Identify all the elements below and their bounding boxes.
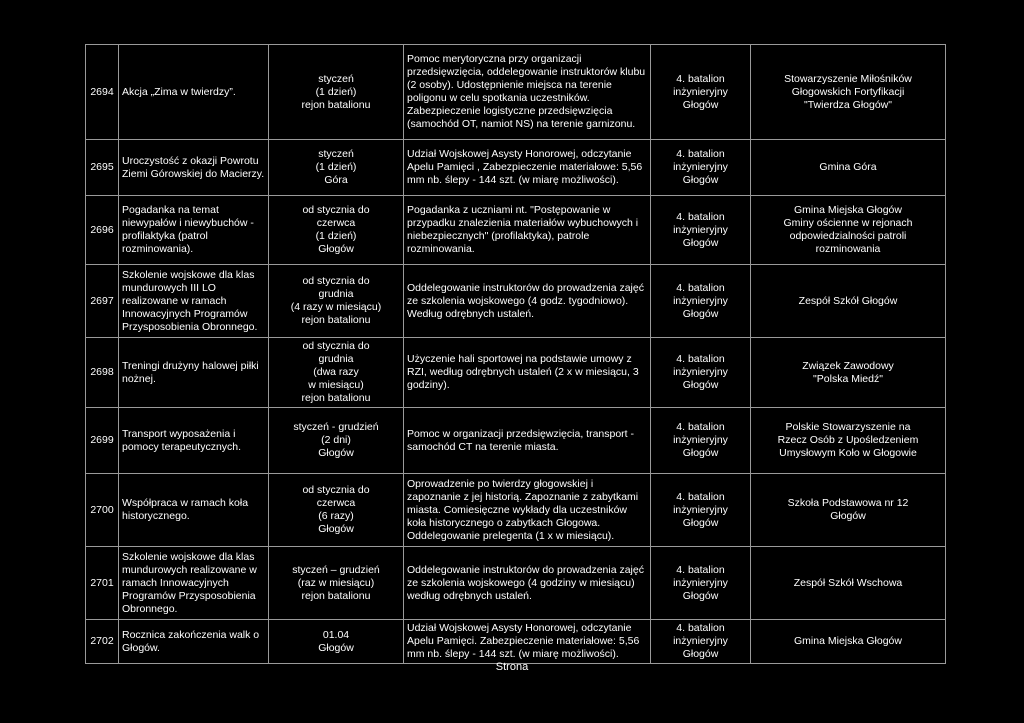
row-number-cell: 2698 xyxy=(86,338,119,408)
table-row xyxy=(86,45,946,140)
organizer-cell: Szkoła Podstawowa nr 12 Głogów xyxy=(751,474,946,547)
event-name-cell: Szkolenie wojskowe dla klas mundurowych III LO realizowane w ramach Innowacyjnych Programów Przysposobienia Obronnego. xyxy=(119,265,269,338)
support-scope-cell: Pomoc merytoryczna przy organizacji przedsięwzięcia, oddelegowanie instruktorów klubu (2 osoby). Udostępnienie miejsca na terenie poligonu w celu spotkania uczestników. Zabezpieczenie logistyczne przedsięwzięcia (samochód OT, namiot NS) na terenie garnizonu. xyxy=(404,45,651,140)
organizer-cell: Stowarzyszenie Miłośników Głogowskich Fortyfikacji "Twierdza Głogów" xyxy=(751,45,946,140)
row-number-cell: 2702 xyxy=(86,620,119,664)
event-name-cell: Treningi drużyny halowej piłki nożnej. xyxy=(119,338,269,408)
event-name-cell: Transport wyposażenia i pomocy terapeutycznych. xyxy=(119,408,269,474)
event-name-cell: Pogadanka na temat niewypałów i niewybuchów - profilaktyka (patrol rozminowania). xyxy=(119,196,269,265)
event-time-place-cell: styczeń (1 dzień) Góra xyxy=(269,140,404,196)
support-scope-cell: Użyczenie hali sportowej na podstawie umowy z RZI, według odrębnych ustaleń (2 x w miesiącu, 3 godziny). xyxy=(404,338,651,408)
table-row xyxy=(86,338,946,408)
support-scope-cell: Oddelegowanie instruktorów do prowadzenia zajęć ze szkolenia wojskowego (4 godz. tygodniowo). Według odrębnych ustaleń. xyxy=(404,265,651,338)
event-time-place-cell: od stycznia do czerwca (1 dzień) Głogów xyxy=(269,196,404,265)
activity-table xyxy=(85,44,946,664)
row-number-cell: 2700 xyxy=(86,474,119,547)
support-scope-cell: Udział Wojskowej Asysty Honorowej, odczytanie Apelu Pamięci. Zabezpieczenie materiałowe: 5,56 mm nb. ślepy - 144 szt. (w miarę możliwości). xyxy=(404,620,651,664)
table-row xyxy=(86,140,946,196)
event-time-place-cell: styczeń (1 dzień) rejon batalionu xyxy=(269,45,404,140)
table-row xyxy=(86,547,946,620)
event-name-cell: Uroczystość z okazji Powrotu Ziemi Górowskiej do Macierzy. xyxy=(119,140,269,196)
event-name-cell: Rocznica zakończenia walk o Głogów. xyxy=(119,620,269,664)
row-number-cell: 2699 xyxy=(86,408,119,474)
page-footer: Strona xyxy=(495,661,529,673)
row-number-cell: 2701 xyxy=(86,547,119,620)
support-scope-cell: Pogadanka z uczniami nt. "Postępowanie w przypadku znalezienia materiałów wybuchowych i niebezpiecznych" (profilaktyka), patrole rozminowania. xyxy=(404,196,651,265)
executing-unit-cell: 4. batalion inżynieryjny Głogów xyxy=(651,620,751,664)
event-time-place-cell: 01.04 Głogów xyxy=(269,620,404,664)
organizer-cell: Zespół Szkół Głogów xyxy=(751,265,946,338)
event-time-place-cell: od stycznia do grudnia (4 razy w miesiącu) rejon batalionu xyxy=(269,265,404,338)
organizer-cell: Gmina Miejska Głogów Gminy ościenne w rejonach odpowiedzialności patroli rozminowania xyxy=(751,196,946,265)
event-time-place-cell: styczeń - grudzień (2 dni) Głogów xyxy=(269,408,404,474)
event-name-cell: Współpraca w ramach koła historycznego. xyxy=(119,474,269,547)
organizer-cell: Zespół Szkół Wschowa xyxy=(751,547,946,620)
support-scope-cell: Pomoc w organizacji przedsięwzięcia, transport - samochód CT na terenie miasta. xyxy=(404,408,651,474)
organizer-cell: Związek Zawodowy "Polska Miedź" xyxy=(751,338,946,408)
table-row xyxy=(86,265,946,338)
row-number-cell: 2696 xyxy=(86,196,119,265)
executing-unit-cell: 4. batalion inżynieryjny Głogów xyxy=(651,338,751,408)
event-time-place-cell: styczeń – grudzień (raz w miesiącu) rejon batalionu xyxy=(269,547,404,620)
row-number-cell: 2695 xyxy=(86,140,119,196)
organizer-cell: Gmina Miejska Głogów xyxy=(751,620,946,664)
executing-unit-cell: 4. batalion inżynieryjny Głogów xyxy=(651,408,751,474)
table-row xyxy=(86,196,946,265)
organizer-cell: Polskie Stowarzyszenie na Rzecz Osób z Upośledzeniem Umysłowym Koło w Głogowie xyxy=(751,408,946,474)
executing-unit-cell: 4. batalion inżynieryjny Głogów xyxy=(651,140,751,196)
row-number-cell: 2697 xyxy=(86,265,119,338)
event-time-place-cell: od stycznia do grudnia (dwa razy w miesiącu) rejon batalionu xyxy=(269,338,404,408)
support-scope-cell: Udział Wojskowej Asysty Honorowej, odczytanie Apelu Pamięci , Zabezpieczenie materiałowe: 5,56 mm nb. ślepy - 144 szt. (w miarę możliwości). xyxy=(404,140,651,196)
event-name-cell: Akcja „Zima w twierdzy”. xyxy=(119,45,269,140)
executing-unit-cell: 4. batalion inżynieryjny Głogów xyxy=(651,265,751,338)
table-body xyxy=(86,45,946,664)
executing-unit-cell: 4. batalion inżynieryjny Głogów xyxy=(651,474,751,547)
executing-unit-cell: 4. batalion inżynieryjny Głogów xyxy=(651,45,751,140)
organizer-cell: Gmina Góra xyxy=(751,140,946,196)
table-row xyxy=(86,408,946,474)
row-number-cell: 2694 xyxy=(86,45,119,140)
executing-unit-cell: 4. batalion inżynieryjny Głogów xyxy=(651,547,751,620)
table-row xyxy=(86,620,946,664)
support-scope-cell: Oprowadzenie po twierdzy głogowskiej i zapoznanie z jej historią. Zapoznanie z zabytkami miasta. Comiesięczne wykłady dla uczestników koła historycznego o zabytkach Głogowa. Oddelegowanie prelegenta (1 x w miesiącu). xyxy=(404,474,651,547)
event-time-place-cell: od stycznia do czerwca (6 razy) Głogów xyxy=(269,474,404,547)
table-row xyxy=(86,474,946,547)
support-scope-cell: Oddelegowanie instruktorów do prowadzenia zajęć ze szkolenia wojskowego (4 godziny w miesiącu) według odrębnych ustaleń. xyxy=(404,547,651,620)
executing-unit-cell: 4. batalion inżynieryjny Głogów xyxy=(651,196,751,265)
event-name-cell: Szkolenie wojskowe dla klas mundurowych realizowane w ramach Innowacyjnych Programów Przysposobienia Obronnego. xyxy=(119,547,269,620)
